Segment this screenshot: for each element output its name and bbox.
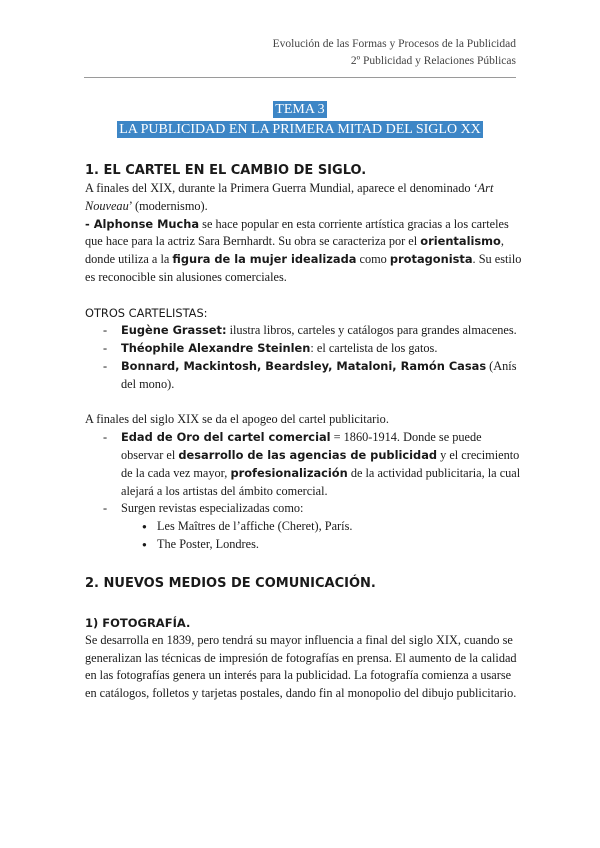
golden-age-list	[85, 429, 525, 554]
other-poster-artists-label: OTROS CARTELISTAS:	[85, 305, 208, 320]
photography-subheading: 1) FOTOGRAFÍA.	[85, 615, 191, 630]
apogee-paragraph: A finales del siglo XIX se da el apogeo del cartel publicitario.	[85, 412, 389, 427]
section2-heading: 2. NUEVOS MEDIOS DE COMUNICACIÓN.	[85, 575, 376, 591]
title-topic: TEMA 3	[275, 102, 325, 117]
header-degree: 2º Publicidad y Relaciones Públicas	[350, 55, 516, 67]
document-title	[0, 100, 600, 140]
mucha-paragraph: - Alphonse Mucha se hace popular en esta corriente artística gracias a los carteles que hace para la actriz Sara Bernhardt. Su obra se caracteriza por el orientalismo, donde utiliza a la figura de la mujer idealizada como protagonista. Su estilo es reconocible sin alusiones comerciales.	[85, 216, 522, 284]
other-artists-list	[85, 322, 525, 393]
title-subject: LA PUBLICIDAD EN LA PRIMERA MITAD DEL SIGLO XX	[119, 122, 481, 137]
page-header	[273, 36, 516, 70]
header-course: Evolución de las Formas y Procesos de la Publicidad	[272, 38, 516, 50]
list-item: - Surgen revistas especializadas como: ● Les Maîtres de l’affiche (Cheret), París. ● The Poster, Londres.	[121, 500, 525, 553]
magazines-list	[121, 518, 525, 554]
list-item: ● Les Maîtres de l’affiche (Cheret), París.	[157, 518, 525, 536]
list-item: - Edad de Oro del cartel comercial = 1860-1914. Donde se puede observar el desarrollo de las agencias de publicidad y el crecimiento de la cada vez mayor, profesionalización de la actividad publicitaria, la cual alejará a los artistas del ámbito comercial.	[121, 429, 525, 500]
document-body	[85, 162, 525, 703]
list-item: - Bonnard, Mackintosh, Beardsley, Mataloni, Ramón Casas (Anís del mono).	[121, 358, 525, 394]
photography-paragraph: Se desarrolla en 1839, pero tendrá su mayor influencia a final del siglo XIX, cuando se generalizan las técnicas de impresión de fotografías en prensa. El aumento de la calidad en las fotografías genera un interés para la publicidad. La fotografía comienza a usarse en catálogos, folletos y tarjetas postales, dando fin al monopolio del dibujo publicitario.	[85, 632, 517, 701]
section1-heading: 1. EL CARTEL EN EL CAMBIO DE SIGLO.	[85, 163, 367, 178]
header-divider	[84, 77, 516, 78]
art-nouveau-paragraph: A finales del XIX, durante la Primera Guerra Mundial, aparece el denominado ‘Art Nouveau’ (modernismo).	[85, 181, 494, 213]
list-item: - Théophile Alexandre Steinlen: el cartelista de los gatos.	[121, 340, 525, 358]
list-item: ● The Poster, Londres.	[157, 536, 525, 554]
list-item: - Eugène Grasset: ilustra libros, carteles y catálogos para grandes almacenes.	[121, 322, 525, 340]
